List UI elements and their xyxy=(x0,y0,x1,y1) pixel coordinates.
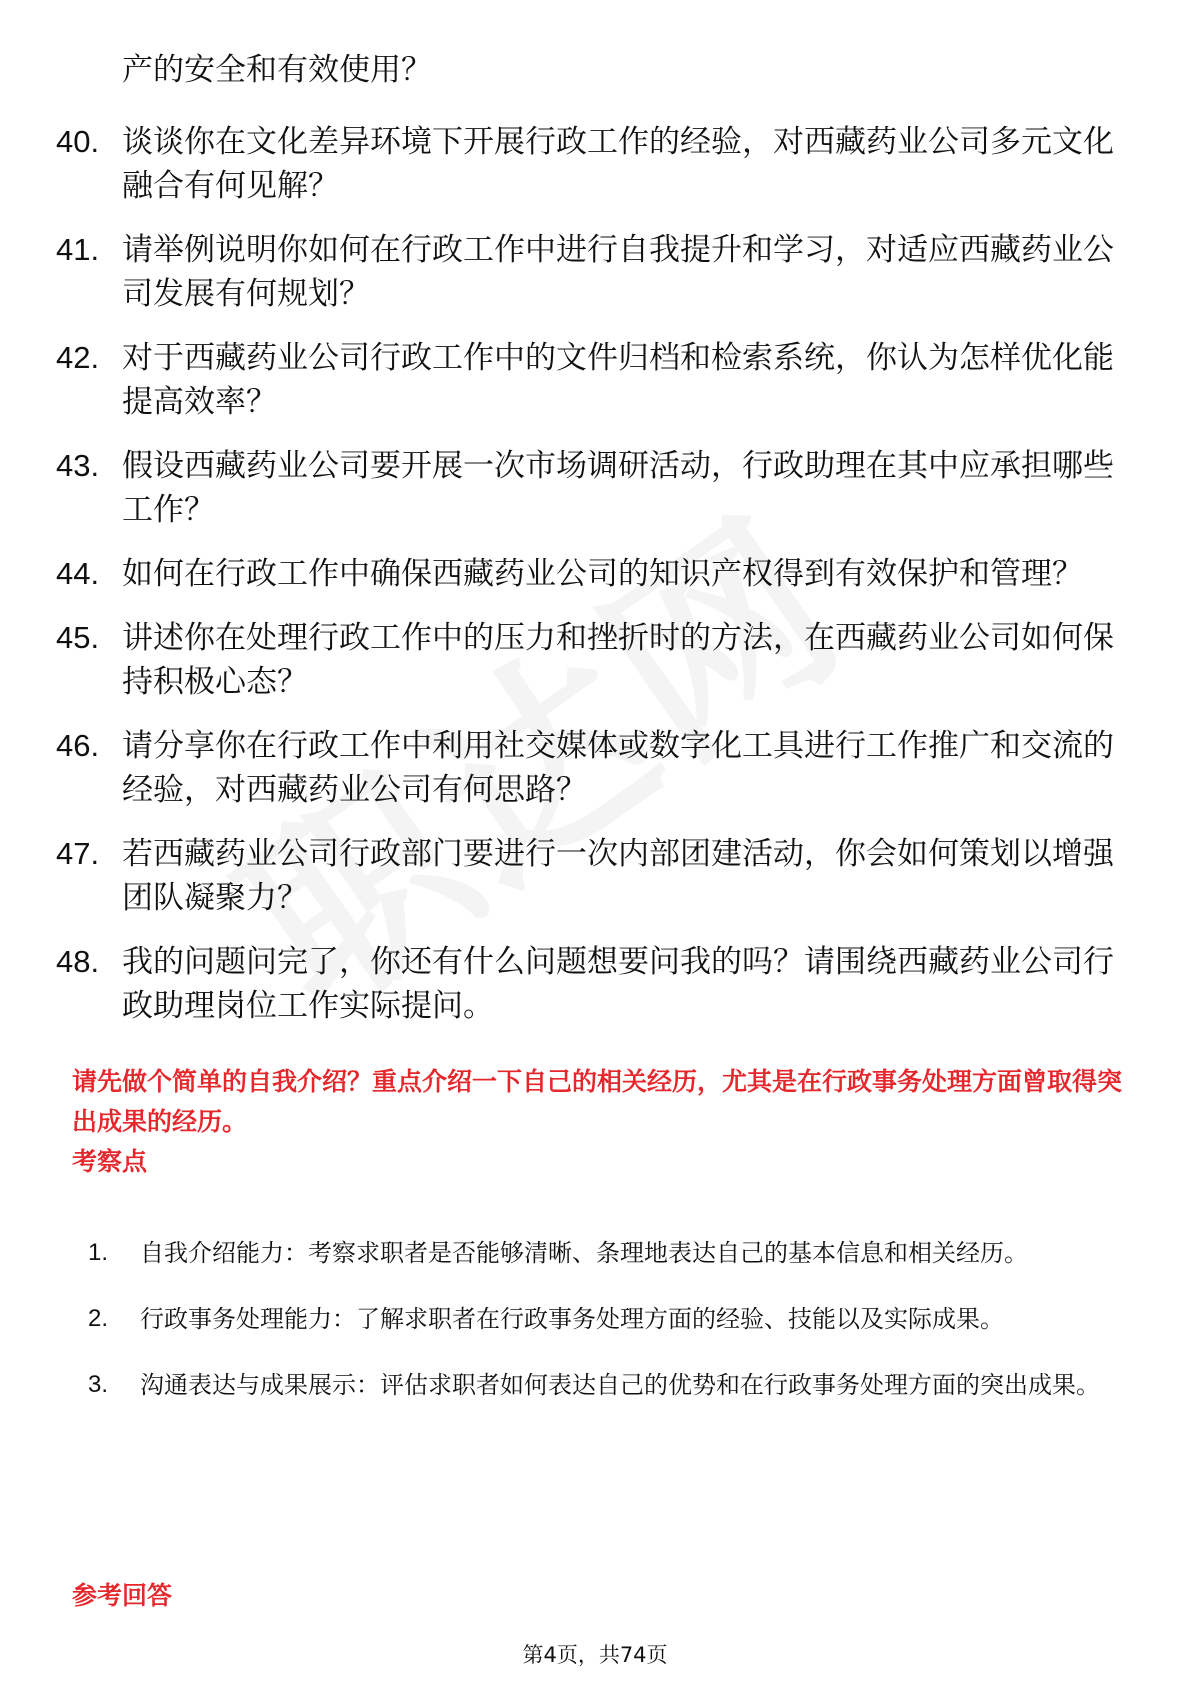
question-text: 若西藏药业公司行政部门要进行一次内部团建活动，你会如何策划以增强团队凝聚力？ xyxy=(122,836,1114,916)
assessment-heading: 考察点 xyxy=(72,1147,148,1176)
question-number: 45. xyxy=(56,620,100,655)
question-number: 47. xyxy=(56,836,100,871)
question-number: 40. xyxy=(56,124,100,159)
question-text: 请分享你在行政工作中利用社交媒体或数字化工具进行工作推广和交流的经验，对西藏药业公司有何思路？ xyxy=(122,728,1114,808)
item-text: 沟通表达与成果展示：评估求职者如何表达自己的优势和在行政事务处理方面的突出成果。 xyxy=(140,1371,1100,1399)
question-number: 48. xyxy=(56,944,100,979)
question-number: 46. xyxy=(56,728,100,763)
list-item xyxy=(72,1292,1122,1346)
list-item xyxy=(56,552,1116,596)
list-item xyxy=(72,1358,1122,1412)
list-item xyxy=(56,444,1116,532)
question-number: 42. xyxy=(56,340,100,375)
list-item xyxy=(56,616,1116,704)
assessment-list xyxy=(72,1226,1122,1424)
item-text: 行政事务处理能力：了解求职者在行政事务处理方面的经验、技能以及实际成果。 xyxy=(140,1305,1004,1333)
question-text: 谈谈你在文化差异环境下开展行政工作的经验，对西藏药业公司多元文化融合有何见解？ xyxy=(122,124,1114,204)
list-item xyxy=(56,724,1116,812)
question-list xyxy=(56,48,1116,1048)
list-item xyxy=(56,832,1116,920)
question-text: 假设西藏药业公司要开展一次市场调研活动，行政助理在其中应承担哪些工作？ xyxy=(122,448,1114,528)
list-item xyxy=(56,120,1116,208)
item-number: 1. xyxy=(88,1239,109,1266)
question-text: 如何在行政工作中确保西藏药业公司的知识产权得到有效保护和管理？ xyxy=(122,556,1083,592)
question-text: 讲述你在处理行政工作中的压力和挫折时的方法，在西藏药业公司如何保持积极心态？ xyxy=(122,620,1114,700)
list-item xyxy=(56,336,1116,424)
question-number: 43. xyxy=(56,448,100,483)
item-text: 自我介绍能力：考察求职者是否能够清晰、条理地表达自己的基本信息和相关经历。 xyxy=(140,1239,1028,1267)
list-item xyxy=(56,228,1116,316)
list-item xyxy=(72,1226,1122,1280)
item-number: 3. xyxy=(88,1371,109,1398)
question-text: 我的问题问完了，你还有什么问题想要问我的吗？请围绕西藏药业公司行政助理岗位工作实际提问。 xyxy=(122,944,1114,1024)
list-item xyxy=(56,940,1116,1028)
question-text: 对于西藏药业公司行政工作中的文件归档和检索系统，你认为怎样优化能提高效率？ xyxy=(122,340,1114,420)
question-number: 41. xyxy=(56,232,100,267)
continued-question-text: 产的安全和有效使用？ xyxy=(122,52,432,88)
question-number: 44. xyxy=(56,556,100,591)
reference-answer-heading: 参考回答 xyxy=(72,1581,173,1610)
interview-prompt: 请先做个简单的自我介绍？重点介绍一下自己的相关经历，尤其是在行政事务处理方面曾取得突出成果的经历。 xyxy=(72,1067,1123,1136)
page-number: 第4页，共74页 xyxy=(522,1643,668,1667)
item-number: 2. xyxy=(88,1305,109,1332)
question-text: 请举例说明你如何在行政工作中进行自我提升和学习，对适应西藏药业公司发展有何规划？ xyxy=(122,232,1114,312)
